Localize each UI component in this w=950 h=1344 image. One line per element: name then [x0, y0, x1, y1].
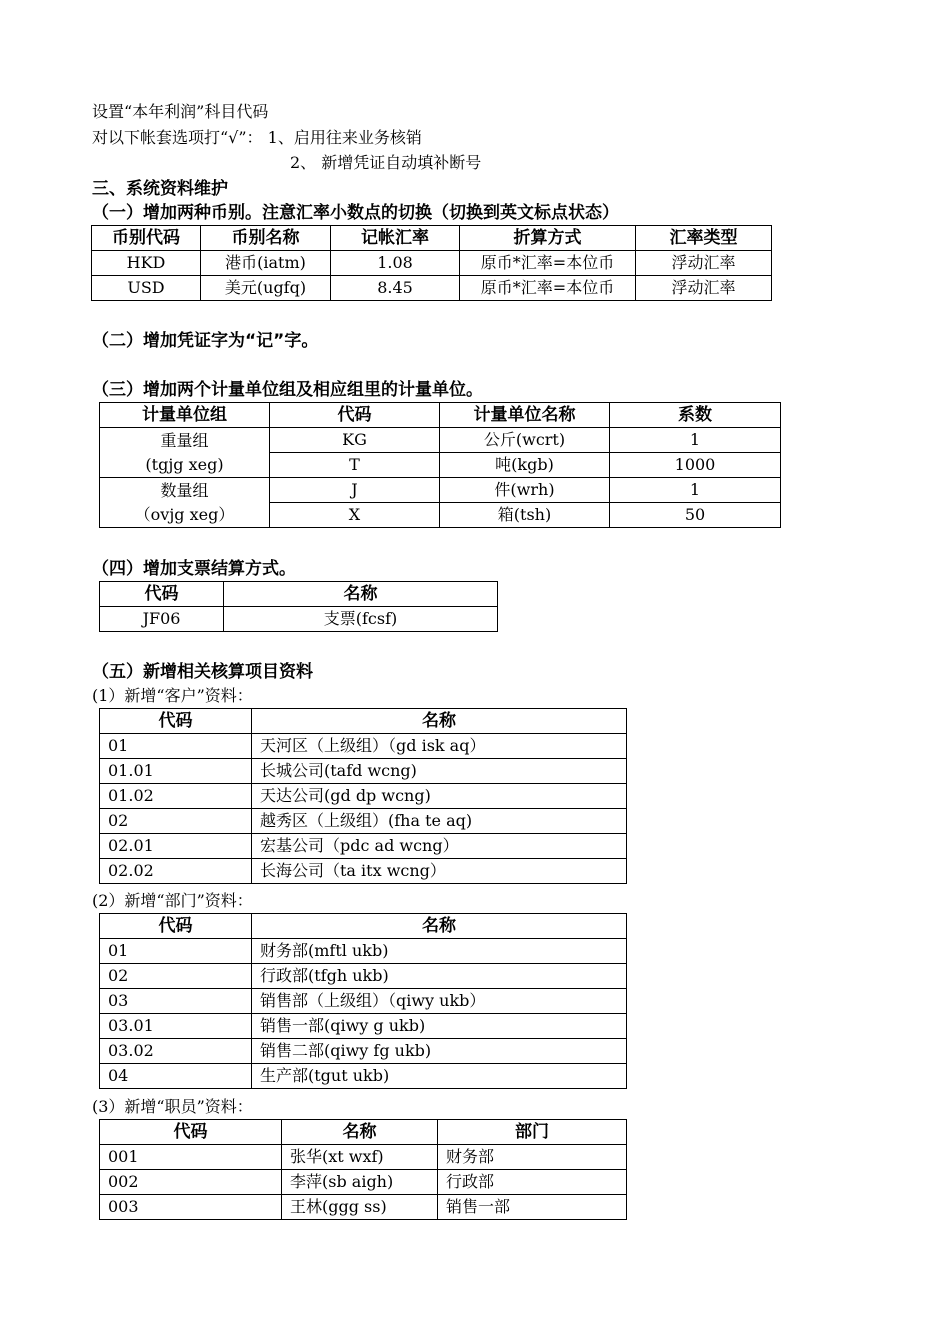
table-cell: 财务部: [438, 1145, 627, 1170]
table-cell: 浮动汇率: [636, 276, 772, 301]
table-cell: 01: [100, 939, 252, 964]
section-units-title: （三）增加两个计量单位组及相应组里的计量单位。: [92, 380, 483, 400]
table-cell: 销售部（上级组）（qiwy ukb）: [252, 989, 627, 1014]
table-cell: 1: [610, 478, 781, 503]
table-header-row: [92, 226, 772, 251]
column-header: 汇率类型: [636, 226, 772, 251]
currency-table: [91, 225, 772, 301]
unit-group-code: (tgjg xeg): [145, 454, 224, 474]
section-currency-title: （一）增加两种币别。注意汇率小数点的切换（切换到英文标点状态）: [92, 203, 619, 223]
table-cell: 天河区（上级组）（gd isk aq）: [252, 734, 627, 759]
table-row: [100, 1064, 627, 1089]
table-header-row: [100, 582, 498, 607]
table-cell: 002: [100, 1170, 282, 1195]
table-row: [100, 859, 627, 884]
intro-line-3: 2、 新增凭证自动填补断号: [290, 153, 482, 172]
table-cell: 美元(ugfq): [201, 276, 331, 301]
column-header: 部门: [438, 1120, 627, 1145]
table-row: [100, 607, 498, 632]
table-cell: 01: [100, 734, 252, 759]
table-cell: 1: [610, 428, 781, 453]
table-row: [100, 1014, 627, 1039]
column-header: 名称: [252, 914, 627, 939]
table-cell: 001: [100, 1145, 282, 1170]
table-cell: 02: [100, 809, 252, 834]
column-header: 系数: [610, 403, 781, 428]
table-cell: 03: [100, 989, 252, 1014]
table-cell: 8.45: [331, 276, 460, 301]
table-cell: 箱(tsh): [440, 503, 610, 528]
table-cell: 销售一部: [438, 1195, 627, 1220]
unit-group-cell: [100, 478, 270, 528]
customers-table: [99, 708, 627, 884]
table-cell: 行政部: [438, 1170, 627, 1195]
table-cell: 原币*汇率=本位币: [460, 276, 636, 301]
table-cell: 越秀区（上级组）(fha te aq): [252, 809, 627, 834]
column-header: 代码: [100, 582, 224, 607]
section-3-title: 三、系统资料维护: [92, 179, 228, 199]
table-cell: HKD: [92, 251, 201, 276]
column-header: 折算方式: [460, 226, 636, 251]
table-row: [100, 989, 627, 1014]
departments-subtitle: (2）新增“部门”资料：: [92, 891, 253, 910]
column-header: 代码: [270, 403, 440, 428]
unit-group-name: 数量组: [160, 480, 209, 500]
table-cell: 件(wrh): [440, 478, 610, 503]
table-row: [100, 809, 627, 834]
table-cell: 50: [610, 503, 781, 528]
table-row: [92, 276, 772, 301]
table-row: [100, 1170, 627, 1195]
table-row: [100, 734, 627, 759]
intro-line-2: 对以下帐套选项打“√”： 1、启用往来业务核销: [92, 128, 422, 147]
unit-group-code: （ovjg xeg）: [134, 504, 235, 524]
table-header-row: [100, 709, 627, 734]
table-row: [100, 1039, 627, 1064]
section-voucher-title: （二）增加凭证字为“记”字。: [92, 331, 319, 351]
table-cell: 02.01: [100, 834, 252, 859]
table-row: [100, 428, 781, 453]
employees-subtitle: (3）新增“职员”资料：: [92, 1097, 253, 1116]
table-cell: KG: [270, 428, 440, 453]
table-row: [100, 1195, 627, 1220]
table-cell: 1.08: [331, 251, 460, 276]
table-cell: 吨(kgb): [440, 453, 610, 478]
column-header: 代码: [100, 709, 252, 734]
table-cell: 支票(fcsf): [224, 607, 498, 632]
unit-group-name: 重量组: [160, 430, 209, 450]
column-header: 计量单位名称: [440, 403, 610, 428]
table-row: [100, 939, 627, 964]
column-header: 名称: [282, 1120, 438, 1145]
table-cell: 003: [100, 1195, 282, 1220]
employees-table: [99, 1119, 627, 1220]
table-row: [100, 964, 627, 989]
table-cell: 原币*汇率=本位币: [460, 251, 636, 276]
table-cell: 04: [100, 1064, 252, 1089]
table-row: [100, 478, 781, 503]
table-cell: USD: [92, 276, 201, 301]
table-row: [100, 784, 627, 809]
table-cell: 02: [100, 964, 252, 989]
table-cell: 宏基公司（pdc ad wcng）: [252, 834, 627, 859]
column-header: 记帐汇率: [331, 226, 460, 251]
table-cell: 财务部(mftl ukb): [252, 939, 627, 964]
table-cell: 01.02: [100, 784, 252, 809]
column-header: 计量单位组: [100, 403, 270, 428]
table-cell: 行政部(tfgh ukb): [252, 964, 627, 989]
table-cell: 03.01: [100, 1014, 252, 1039]
table-cell: 03.02: [100, 1039, 252, 1064]
table-cell: 天达公司(gd dp wcng): [252, 784, 627, 809]
table-header-row: [100, 403, 781, 428]
section-accounting-items-title: （五）新增相关核算项目资料: [92, 662, 313, 682]
unit-group-cell: [100, 428, 270, 478]
column-header: 代码: [100, 1120, 282, 1145]
table-cell: 李萍(sb aigh): [282, 1170, 438, 1195]
table-cell: 销售二部(qiwy fg ukb): [252, 1039, 627, 1064]
table-cell: X: [270, 503, 440, 528]
table-cell: 公斤(wcrt): [440, 428, 610, 453]
table-row: [100, 834, 627, 859]
units-table: [99, 402, 781, 528]
table-row: [92, 251, 772, 276]
column-header: 代码: [100, 914, 252, 939]
table-cell: 02.02: [100, 859, 252, 884]
table-cell: 1000: [610, 453, 781, 478]
column-header: 名称: [224, 582, 498, 607]
table-cell: J: [270, 478, 440, 503]
table-cell: 张华(xt wxf): [282, 1145, 438, 1170]
column-header: 币别代码: [92, 226, 201, 251]
table-cell: 01.01: [100, 759, 252, 784]
table-cell: 王林(ggg ss): [282, 1195, 438, 1220]
table-cell: 港币(iatm): [201, 251, 331, 276]
column-header: 名称: [252, 709, 627, 734]
table-cell: 长海公司（ta itx wcng）: [252, 859, 627, 884]
departments-table: [99, 913, 627, 1089]
column-header: 币别名称: [201, 226, 331, 251]
table-cell: 生产部(tgut ukb): [252, 1064, 627, 1089]
table-cell: 浮动汇率: [636, 251, 772, 276]
intro-line-1: 设置“本年利润”科目代码: [92, 102, 269, 121]
table-cell: JF06: [100, 607, 224, 632]
table-row: [100, 1145, 627, 1170]
table-header-row: [100, 1120, 627, 1145]
table-cell: 销售一部(qiwy g ukb): [252, 1014, 627, 1039]
customers-subtitle: (1）新增“客户”资料：: [92, 686, 253, 705]
settlement-table: [99, 581, 498, 632]
table-header-row: [100, 914, 627, 939]
section-settlement-title: （四）增加支票结算方式。: [92, 559, 296, 579]
table-row: [100, 759, 627, 784]
table-cell: 长城公司(tafd wcng): [252, 759, 627, 784]
table-cell: T: [270, 453, 440, 478]
